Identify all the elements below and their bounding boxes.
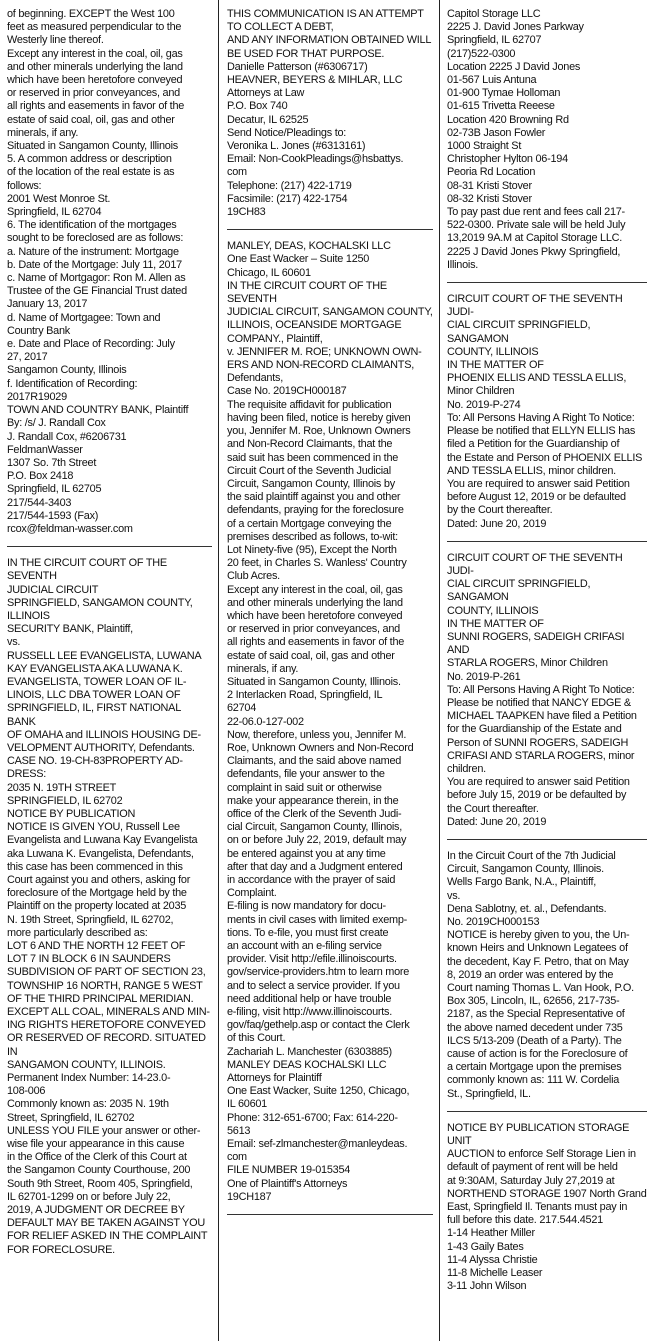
notice-separator xyxy=(447,282,647,283)
wells-fargo-foreclosure-notice: In the Circuit Court of the 7th Judicial Circuit, Sangamon County, Illinois. Wells Fargo Bank, N.A., Plaintiff, vs. Dena Sablotny, et. al., Defendants. No. 2019CH000153 NOTICE is hereby given to you, the Un- known Heirs and Unknown Legatees of the decedent, Kay F. Petro, that on May 8, 2019 an order was entered by the Court naming Thomas L. Van Hook, P.O. Box 305, Lincoln, IL, 62656, 217-735- 2187, as the Special Representative of the above named decedent under 735 ILCS 5/13-209 (Death of a Party). The cause of action is for the Foreclosure of a certain Mortgage upon the premises commonly known as: 111 W. Cordelia St., Springfield, IL. xyxy=(447,849,634,1100)
notice-separator xyxy=(227,229,433,230)
notice-separator xyxy=(227,1214,433,1215)
notice-separator xyxy=(7,546,212,547)
column-1 xyxy=(7,8,212,1257)
column-divider xyxy=(218,0,219,1341)
notice-separator xyxy=(447,541,647,542)
debt-collection-attorney-notice: THIS COMMUNICATION IS AN ATTEMPT TO COLLECT A DEBT, AND ANY INFORMATION OBTAINED WILL BE USED FOR THAT PURPOSE. Danielle Patterson (#6306717) HEAVNER, BEYERS & MIHLAR, LLC Attorneys at Law P.O. Box 740 Decatur, IL 62525 Send Notice/Pleadings to: Veronika L. Jones (#6313161) Email: Non-CookPleadings@hsbattys. com Telephone: (217) 422-1719 Facsimile: (217) 422-1754 19CH83 xyxy=(227,8,432,219)
column-divider xyxy=(439,0,440,1341)
rogers-guardianship-notice: CIRCUIT COURT OF THE SEVENTH JUDI- CIAL CIRCUIT SPRINGFIELD, SANGAMON COUNTY, ILLINOIS IN THE MATTER OF SUNNI ROGERS, SADEIGH CRIFASI AND STARLA ROGERS, Minor Children No. 2019-P-261 To: All Persons Having A Right To Notice: Please be notified that NANCY EDGE & MICHAEL TAAPKEN have filed a Petition for the Guardianship of the Estate and Person of SUNNI ROGERS, SADEIGH CRIFASI AND STARLA ROGERS, minor children. You are required to answer said Petition before July 15, 2019 or be defaulted by the Court thereafter. Dated: June 20, 2019 xyxy=(447,551,637,828)
notice-separator xyxy=(447,1111,647,1112)
mortgage-foreclosure-notice-continued: of beginning. EXCEPT the West 100 feet as measured perpendicular to the Westerly line thereof. Except any interest in the coal, oil, gas and other minerals underlying the land which have been heretofore conveyed or reserved in prior conveyances, and all rights and easements in favor of the estate of said coal, oil, gas and other minerals, if any. Situated in Sangamon County, Illinois 5. A common address or description of the location of the real estate is as follows: 2001 West Monroe St. Springfield, IL 62704 6. The identification of the mortgages sought to be foreclosed are as follows: a. Nature of the instrument: Mortgage b. Date of the Mortgage: July 11, 2017 c. Name of Mortgagor: Ron M. Allen as Trustee of the GE Financial Trust dated January 13, 2017 d. Name of Mortgagee: Town and Country Bank e. Date and Place of Recording: July 27, 2017 Sangamon County, Illinois f. Identification of Recording: 2017R19029 TOWN AND COUNTRY BANK, Plaintiff By: /s/ J. Randall Cox J. Randall Cox, #6206731 FeldmanWasser 1307 So. 7th Street P.O. Box 2418 Springfield, IL 62705 217/544-3403 217/544-1593 (Fax) rcox@feldman-wasser.com xyxy=(7,8,189,535)
notice-separator xyxy=(447,839,647,840)
security-bank-foreclosure-notice: IN THE CIRCUIT COURT OF THE SEVENTH JUDICIAL CIRCUIT SPRINGFIELD, SANGAMON COUNTY, ILLINOIS SECURITY BANK, Plaintiff, vs. RUSSELL LEE EVANGELISTA, LUWANA KAY EVANGELISTA AKA LUWANA K. EVANGELISTA, TOWER LOAN OF IL- LINOIS, LLC DBA TOWER LOAN OF SPRINGFIELD, IL, FIRST NATIONAL BANK OF OMAHA and ILLINOIS HOUSING DE- VELOPMENT AUTHORITY, Defendants. CASE NO. 19-CH-83PROPERTY AD- DRESS: 2035 N. 19TH STREET SPRINGFIELD, IL 62702 NOTICE BY PUBLICATION NOTICE IS GIVEN YOU, Russell Lee Evangelista and Luwana Kay Evangelista aka Luwana K. Evangelista, Defendants, this case has been commenced in this Court against you and others, asking for foreclosure of the Mortgage held by the Plaintiff on the property located at 2035 N. 19th Street, Springfield, IL 62702, more particularly described as: LOT 6 AND THE NORTH 12 FEET OF LOT 7 IN BLOCK 6 IN SAUNDERS SUBDIVISION OF PART OF SECTION 23, TOWNSHIP 16 NORTH, RANGE 5 WEST OF THE THIRD PRINCIPAL MERIDIAN. EXCEPT ALL COAL, MINERALS AND MIN- ING RIGHTS HERETOFORE CONVEYED OR RESERVED OF RECORD. SITUATED IN SANGAMON COUNTY, ILLINOIS. Permanent Index Number: 14-23.0- 108-006 Commonly known as: 2035 N. 19th Street, Springfield, IL 62702 UNLESS YOU FILE your answer or other- wise file your appearance in this cause in the Office of the Clerk of this Court at the Sangamon County Courthouse, 200 South 9th Street, Room 405, Springfield, IL 62701-1299 on or before July 22, 2019, A JUDGMENT OR DECREE BY DEFAULT MAY BE TAKEN AGAINST YOU FOR RELIEF ASKED IN THE COMPLAINT FOR FORECLOSURE. xyxy=(7,557,210,1256)
ellis-guardianship-notice: CIRCUIT COURT OF THE SEVENTH JUDI- CIAL CIRCUIT SPRINGFIELD, SANGAMON COUNTY, ILLINOIS IN THE MATTER OF PHOENIX ELLIS AND TESSLA ELLIS, Minor Children No. 2019-P-274 To: All Persons Having A Right To Notice: Please be notified that ELLYN ELLIS has filed a Petition for the Guardianship of the Estate and Person of PHOENIX ELLIS AND TESSLA ELLIS, minor children. You are required to answer said Petition before August 12, 2019 or be defaulted by the Court thereafter. Dated: June 20, 2019 xyxy=(447,293,643,530)
oceanside-mortgage-foreclosure-notice: MANLEY, DEAS, KOCHALSKI LLC One East Wacker – Suite 1250 Chicago, IL 60601 IN THE CIRCUIT COURT OF THE SEVENTH JUDICIAL CIRCUIT, SANGAMON COUNTY, ILLINOIS, OCEANSIDE MORTGAGE COMPANY., Plaintiff, v. JENNIFER M. ROE; UNKNOWN OWN- ERS AND NON-RECORD CLAIMANTS, Defendants, Case No. 2019CH000187 The requisite affidavit for publication having been filed, notice is hereby given you, Jennifer M. Roe, Unknown Owners and Non-Record Claimants, that the said suit has been commenced in the Circuit Court of the Seventh Judicial Circuit, Sangamon County, Illinois by the said plaintiff against you and other defendants, praying for the foreclosure of a certain Mortgage conveying the premises described as follows, to-wit: Lot Ninety-five (95), Except the North 20 feet, in Charles S. Wanless' Country Club Acres. Except any interest in the coal, oil, gas and other minerals underlying the land which have been heretofore conveyed or reserved in prior conveyances, and all rights and easements in favor of the estate of said coal, oil, gas and other minerals, if any. Situated in Sangamon County, Illinois. 2 Interlacken Road, Springfield, IL 62704 22-06.0-127-002 Now, therefore, unless you, Jennifer M. Roe, Unknown Owners and Non-Record Claimants, and the said above named defendants, file your answer to the complaint in said suit or otherwise make your appearance therein, in the office of the Clerk of the Seventh Judi- cial Circuit, Sangamon County, Illinois, on or before July 22, 2019, default may be entered against you at any time after that day and a Judgment entered in accordance with the prayer of said Complaint. E-filing is now mandatory for docu- ments in civil cases with limited exemp- tions. To e-file, you must first create an account with an e-filing service provider. Visit http://efile.illinoiscourts. gov/service-providers.htm to learn more and to select a service provider. If you need additional help or have trouble e-filing, visit http://www.illinoiscourts. gov/faq/gethelp.asp or contact the Clerk of this Court. Zachariah L. Manchester (6303885) MANLEY DEAS KOCHALSKI LLC Attorneys for Plaintiff One East Wacker, Suite 1250, Chicago, IL 60601 Phone: 312-651-6700; Fax: 614-220- 5613 Email: sef-zlmanchester@manleydeas. com FILE NUMBER 19-015354 One of Plaintiff's Attorneys 19CH187 xyxy=(227,240,433,1203)
northend-storage-auction-notice: NOTICE BY PUBLICATION STORAGE UNIT AUCTION to enforce Self Storage Lien in default of payment of rent will be held at 9:30AM, Saturday July 27,2019 at NORTHEND STORAGE 1907 North Grand East, Springfield Il. Tenants must pay in full before this date. 217.544.4521 1-14 Heather Miller 1-43 Gaily Bates 11-4 Alyssa Christie 11-8 Michelle Leaser 3-11 John Wilson xyxy=(447,1121,647,1293)
capitol-storage-sale-notice: Capitol Storage LLC 2225 J. David Jones Parkway Springfield, IL 62707 (217)522-0300 Location 2225 J David Jones 01-567 Luis Antuna 01-900 Tymae Holloman 01-615 Trivetta Reeese Location 420 Browning Rd 02-73B Jason Fowler 1000 Straight St Christopher Hylton 06-194 Peoria Rd Location 08-31 Kristi Stover 08-32 Kristi Stover To pay past due rent and fees call 217- 522-0300. Private sale will be held July 13,2019 9A.M at Capitol Storage LLC. 2225 J David Jones Pkwy Springfield, Illinois. xyxy=(447,8,626,271)
column-2 xyxy=(227,8,433,1225)
column-3 xyxy=(447,8,647,1293)
